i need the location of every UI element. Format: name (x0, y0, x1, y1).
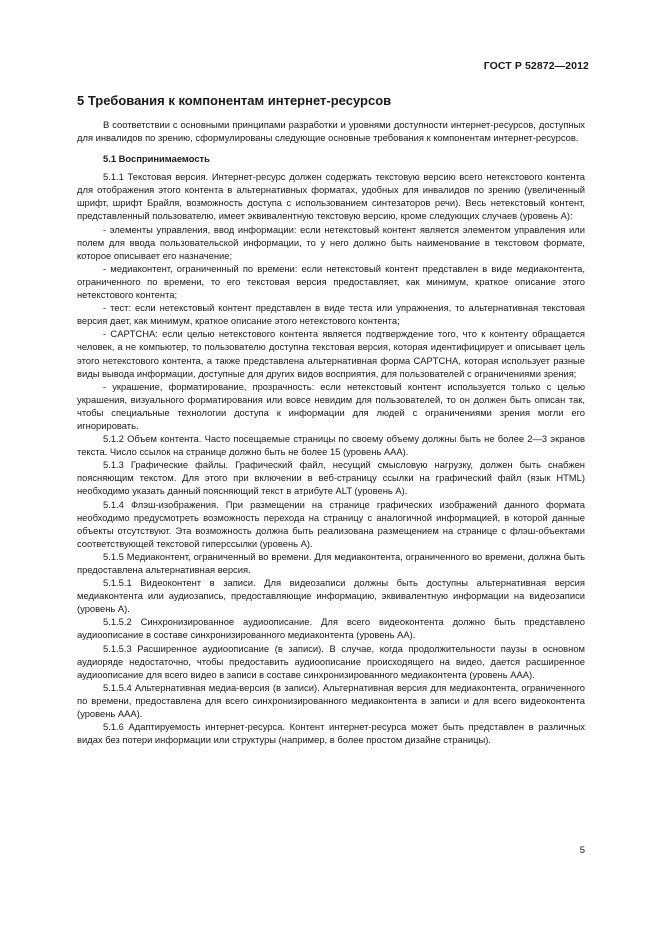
paragraph: 5.1.3 Графические файлы. Графический файл, несущий смысловую нагрузку, должен быть снабжен поясняющим текстом. Для этого при включении в веб-страницу ссылки на графический файл (язык HTML) необходимо указать данный поясняющий текст в атрибуте ALT (уровень А). (77, 459, 585, 497)
paragraph: 5.1.5.2 Синхронизированное аудиоописание. Для всего видеоконтента должно быть представлено аудиоописание в составе синхронизированного медиаконтента (уровень АА). (77, 616, 585, 641)
list-item: - медиаконтент, ограниченный по времени: если нетекстовый контент представлен в виде медиаконтента, ограниченного по времени, то его текстовая версия предоставляет, как минимум, краткое описание этого нетекстового контента; (77, 262, 585, 301)
paragraph: 5.1.5.1 Видеоконтент в записи. Для видеозаписи должны быть доступны альтернативная версия медиаконтента или аудиозапись, предоставляющие информацию, эквивалентную информации на видеозаписи (уровень А). (77, 577, 585, 615)
paragraph: 5.1.6 Адаптируемость интернет-ресурса. Контент интернет-ресурса может быть представлен в различных видах без потери информации или структуры (например, в более простом дизайне страницы). (77, 721, 585, 746)
paragraph: 5.1.1 Текстовая версия. Интернет-ресурс должен содержать текстовую версию всего нетекстового контента для отображения этого контента в альтернативных форматах, удобных для инвалидов по зрению (увеличенный шрифт, шрифт Брайля, возможность доступа с использованием синтезаторов речи). Весь нетекстовый контент, представленный пользователю, имеет эквивалентную текстовую версию, кроме следующих случаев (уровень А): (77, 171, 585, 222)
list-item: - CAPTCHA: если целью нетекстового контента является подтверждение того, что к контенту обращается человек, а не компьютер, то пользователю доступна текстовая версия, которая идентифицирует и описывает цель этого нетекстового контента, а также представлена альтернативная форма CAPTCHA, которая использует разные виды вывода информации, доступные для других видов восприятия, для пользователей с ограничениями зрения; (77, 328, 585, 379)
paragraph: 5.1.5.3 Расширенное аудиоописание (в записи). В случае, когда продолжительности паузы в основном аудиоряде недостаточно, чтобы предоставить аудиоописание происходящего на видео, дается расширенное аудиоописание для всего видео в записи в составе синхронизированного медиаконтента (уровень ААА). (77, 642, 585, 680)
paragraph: 5.1.5.4 Альтернативная медиа-версия (в записи). Альтернативная версия для медиаконтента, ограниченного по времени, предоставлена для всего синхронизированного медиаконтента в записи и для всего видеоконтента (уровень ААА). (77, 681, 585, 720)
subsection-title: 5.1 Воспринимаемость (103, 153, 210, 165)
section-title: 5 Требования к компонентам интернет-ресурсов (77, 93, 392, 108)
paragraph: 5.1.5 Медиаконтент, ограниченный во времени. Для медиаконтента, ограниченного во времени, должна быть предоставлена альтернативная версия. (77, 550, 585, 575)
list-item: - элементы управления, ввод информации: если нетекстовый контент является элементом управления или полем для ввода пользовательской информации, то у него должно быть наименование в текстовом формате, которое описывает его назначение; (77, 223, 585, 261)
section-intro: В соответствии с основными принципами разработки и уровнями доступности интернет-ресурсов, доступных для инвалидов по зрению, сформулированы следующие основные требования к компонентам интернет-ресурсов. (77, 119, 585, 144)
list-item: - тест: если нетекстовый контент представлен в виде теста или упражнения, то альтернативная текстовая версия дает, как минимум, краткое описание этого нетекстового контента; (77, 302, 585, 327)
paragraph: 5.1.4 Флэш-изображения. При размещении на странице графических изображений данного формата необходимо предусмотреть возможность перехода на страницу с аналогичной информацией, в которой данные объекты отсутствуют. Эта возможность должна быть реализована размещением на странице с флэш-объектами соответствующей текстовой гиперссылки (уровень А). (77, 498, 585, 549)
standard-code: ГОСТ Р 52872—2012 (483, 60, 589, 72)
content-body (77, 118, 585, 746)
page-number: 5 (579, 845, 585, 856)
list-item: - украшение, форматирование, прозрачность: если нетекстовый контент используется только с целью украшения, визуального форматирования или вовсе невидим для пользователей, то он должен быть описан так, чтобы специальные технологии доступа к информации для людей с ограничениями зрения могли его игнорировать. (77, 380, 585, 431)
paragraph: 5.1.2 Объем контента. Часто посещаемые страницы по своему объему должны быть не более 2—3 экранов текста. Число ссылок на странице должно быть не более 15 (уровень ААА). (77, 433, 585, 458)
